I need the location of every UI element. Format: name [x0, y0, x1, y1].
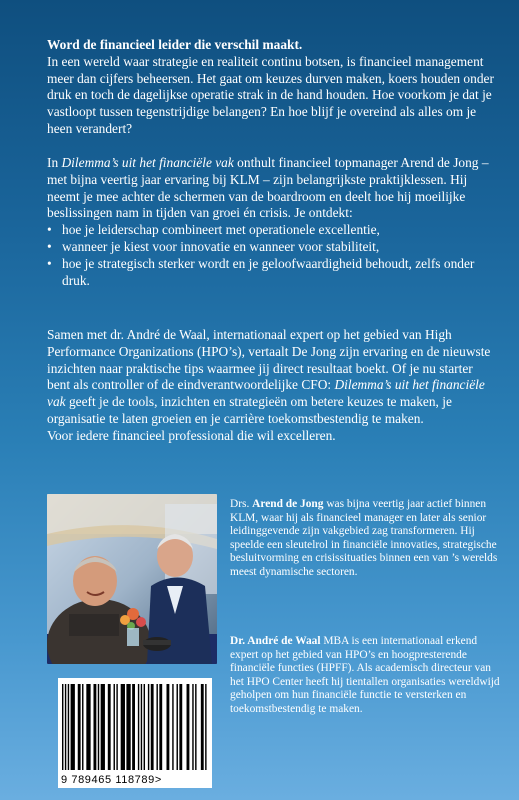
book-intro-section [47, 155, 495, 289]
isbn-digits: 9 789465 118789 [61, 774, 155, 786]
barcode-bar [151, 684, 154, 770]
bio-waal-text: MBA is een internationaal erkend expert op het gebied van HPO’s en hoogpresterende financiële functies (HPFF). Als academisch directeur van het HPO Center heeft hij tientallen organisaties wereldwijd geholpen om hun financiële functie te versterken en toekomstbestendig te maken. [230, 635, 500, 715]
collab-text-a: Samen met dr. André de Waal, internationaal expert op het gebied van High Performance Organizations (HPO’s), vertaalt De Jong zijn ervaring en de nieuwste inzichten naar praktische tips waarmee jij direct resultaat boekt. Of je nu starter bent als controller of de eindverantwoordelijke CFO: [47, 327, 491, 393]
barcode-bar [177, 684, 178, 770]
barcode-bar [172, 684, 173, 770]
barcode-bar [126, 684, 130, 770]
author-photo [47, 494, 217, 664]
barcode-bar [192, 684, 193, 770]
barcode-bar [195, 684, 196, 770]
book-intro-paragraph [47, 155, 495, 222]
bio-jong-paragraph [230, 498, 500, 580]
barcode-bar [205, 684, 206, 770]
collab-text-b: geeft je de tools, inzichten en strategieën om betere keuzes te maken, je organisatie te laten groeien en je carrière toekomstbestendig te maken. [47, 394, 452, 426]
barcode-bar [132, 684, 135, 770]
barcode-bar [71, 684, 75, 770]
barcode-bar [108, 684, 111, 770]
barcode-bar [179, 684, 182, 770]
barcode-bar [141, 684, 142, 770]
book-title: Dilemma’s uit het financiële vak [61, 155, 234, 170]
bio-waal-paragraph [230, 635, 500, 717]
barcode-bar [114, 684, 115, 770]
bio-arend-de-jong [230, 498, 500, 580]
book-intro-lead: In [47, 155, 62, 170]
takeaway-item: • hoe je strategisch sterker wordt en je geloofwaardigheid behoudt, zelfs onder druk. [47, 256, 495, 290]
isbn-end-mark: > [154, 774, 162, 786]
closing-line: Voor iedere financieel professional die wil excelleren. [47, 427, 336, 443]
headline: Word de financieel leider die verschil maakt. [47, 37, 303, 52]
barcode-bar [78, 684, 81, 770]
barcode-bar [93, 684, 96, 770]
author-photo-illustration [47, 494, 217, 664]
takeaway-item: • hoe je leiderschap combineert met operationele excellentie, [47, 222, 495, 239]
barcode-bar [86, 684, 90, 770]
barcode-bar [159, 684, 162, 770]
barcode-bar [166, 684, 169, 770]
barcode-bar [65, 684, 66, 770]
collab-section [47, 327, 495, 445]
collab-paragraph [47, 327, 495, 428]
barcode-bar [201, 684, 204, 770]
barcode-bar [116, 684, 117, 770]
bio-jong-prefix: Drs. [230, 498, 253, 510]
barcode-bar [148, 684, 149, 770]
blurb-section [47, 37, 495, 138]
barcode-bar [101, 684, 105, 770]
barcode-bar [62, 684, 63, 770]
bio-andre-de-waal [230, 635, 500, 717]
barcode-bars [61, 684, 209, 772]
barcode-bar [68, 684, 69, 770]
isbn-number [61, 774, 211, 786]
takeaway-item: • wanneer je kiest voor innovatie en wanneer voor stabiliteit, [47, 239, 495, 256]
barcode-bar [187, 684, 190, 770]
book-intro-text: onthult financieel topmanager Arend de Jong – met bijna veertig jaar ervaring bij KLM – zijn belangrijkste praktijklessen. Hij neemt je mee achter de schermen van de boardroom en deelt hoe hij moeilijke beslissingen nam in tijden van groei én crisis. Je ontdekt: [47, 155, 489, 221]
takeaway-list [47, 222, 495, 289]
bio-jong-text: was bijna veertig jaar actief binnen KLM, waar hij als financieel manager en later als senior leidinggevende zijn vakgebied zag transformeren. Hij speelde een sleutelrol in financiële innovaties, strategische besluitvorming en crisissituaties binnen een van ’s werelds meest dynamische sectoren. [230, 498, 498, 578]
barcode-bar [98, 684, 99, 770]
barcode-bar [138, 684, 139, 770]
barcode-bar [144, 684, 145, 770]
barcode-bar [121, 684, 125, 770]
book-title: Dilemma’s uit het financiële vak [47, 377, 485, 410]
barcode-bar [156, 684, 157, 770]
barcode-bar [82, 684, 83, 770]
barcode [58, 678, 212, 788]
author-name: Dr. André de Waal [230, 635, 321, 647]
author-name: Arend de Jong [252, 498, 324, 510]
blurb-paragraph: In een wereld waar strategie en realiteit continu botsen, is financieel management meer dan cijfers beheersen. Het gaat om keuzes durven maken, koers houden onder druk en toch de dagelijkse operatie strak in de hand houden. Hoe voorkom je dat je vastloopt tussen tegenstrijdige belangen? En hoe blijf je overeind als alles om je heen verandert? [47, 53, 494, 136]
